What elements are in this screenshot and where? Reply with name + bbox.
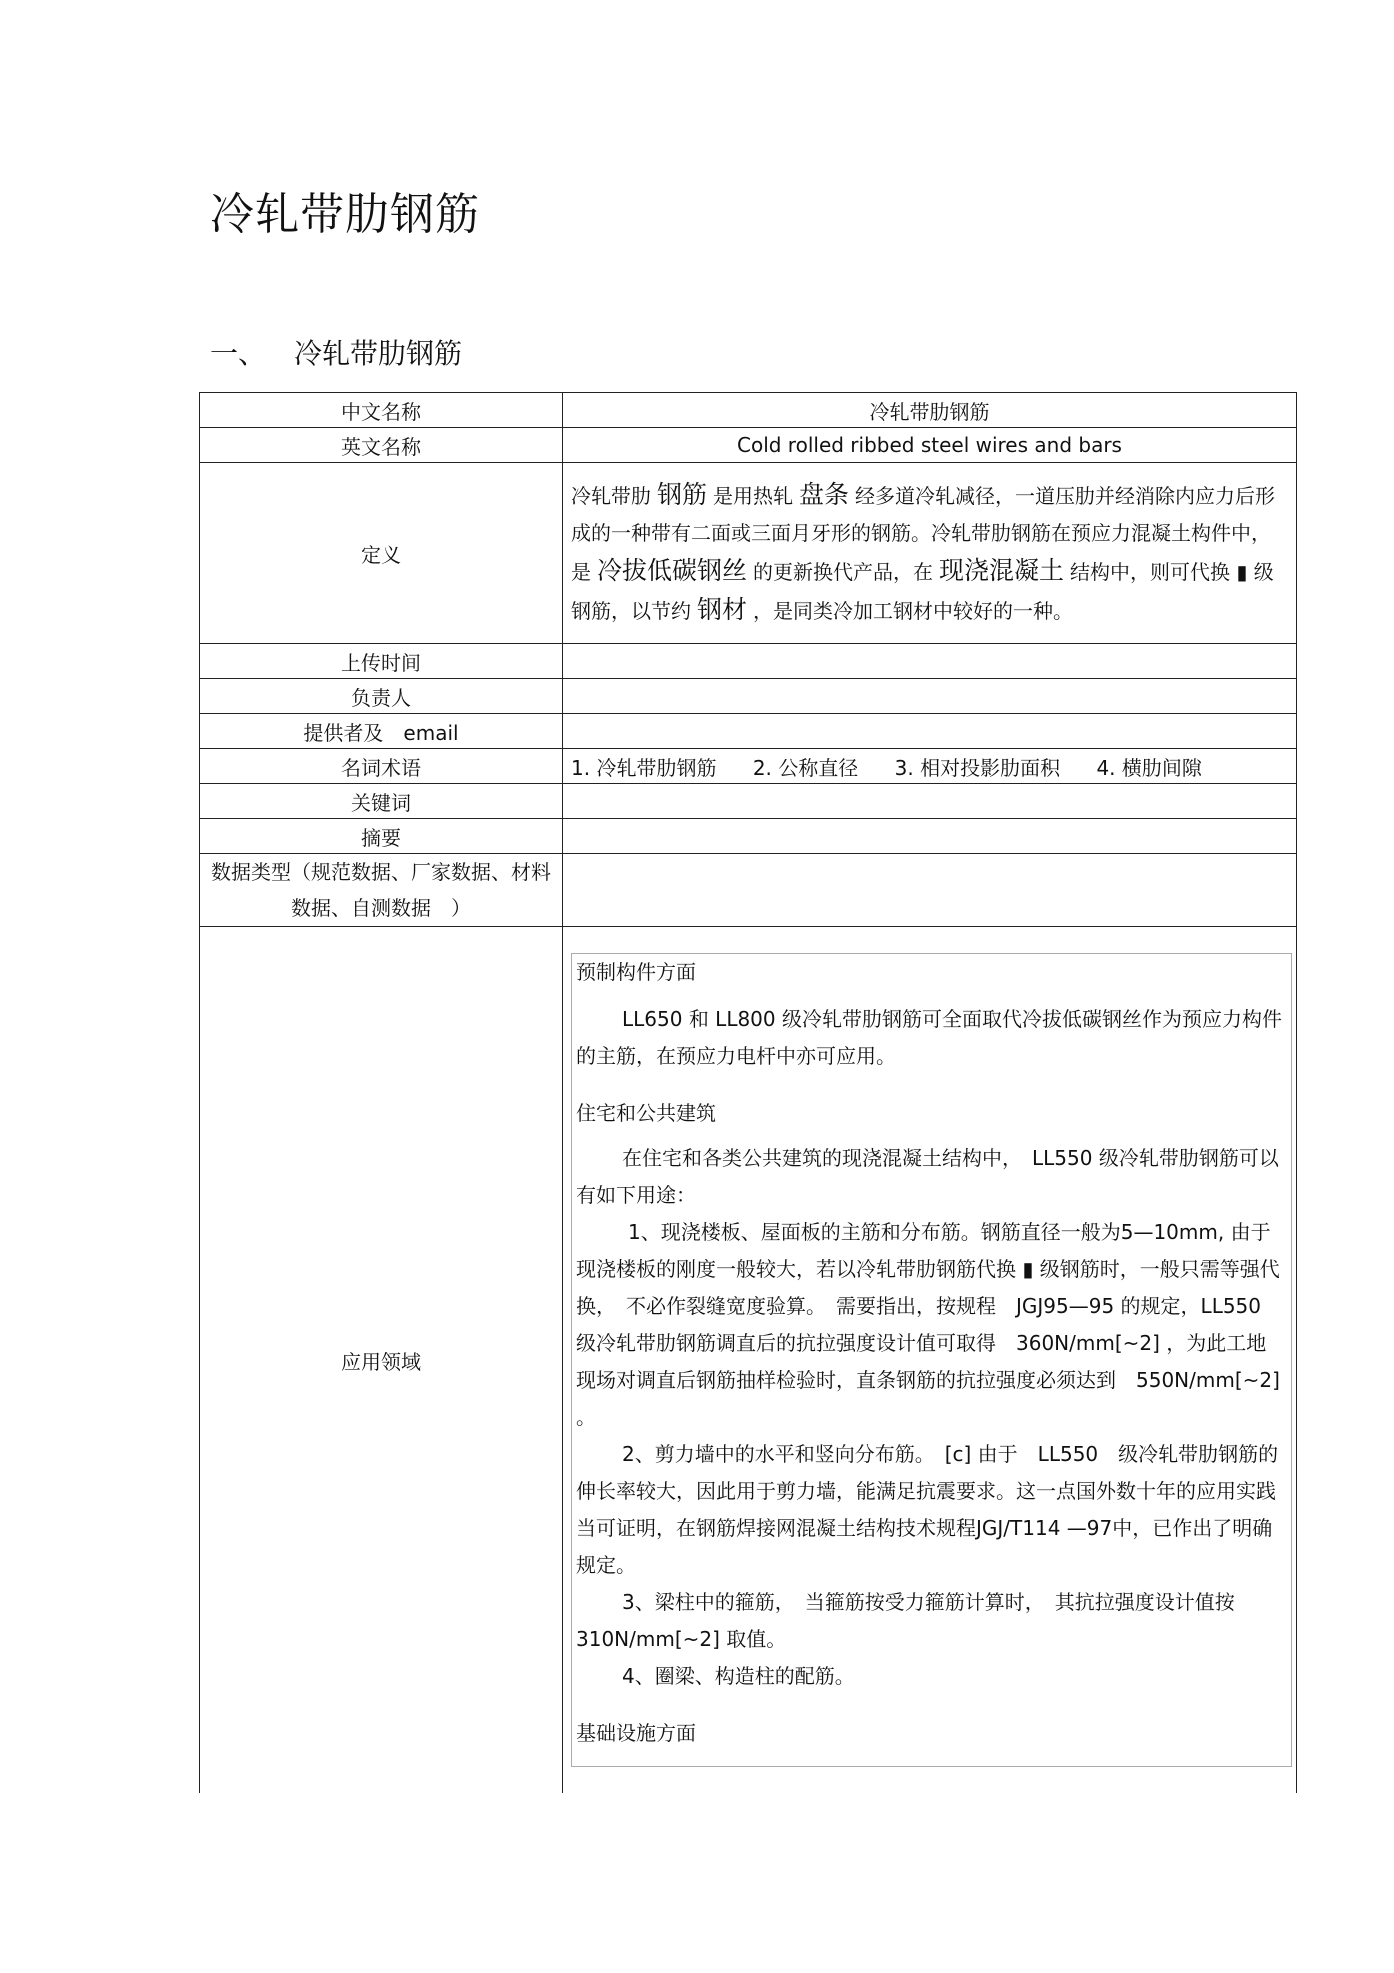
terms-cell bbox=[563, 749, 1297, 784]
section-number: 一、 bbox=[210, 337, 267, 370]
cell-value bbox=[563, 644, 1297, 679]
paragraph: LL650 和 LL800 级冷轧带肋钢筋可全面取代冷拔低碳钢丝作为预应力构件的主筋，在预应力电杆中亦可应用。 bbox=[576, 1007, 1282, 1068]
table-row-data-type bbox=[200, 854, 1297, 927]
paragraph: 1、现浇楼板、屋面板的主筋和分布筋。钢筋直径一般为5—10mm, 由于现浇楼板的刚度一般较大，若以冷轧带肋钢筋代换 ▮ 级钢筋时，一般只需等强代换， 不必作裂缝宽度验算。 需要指出，按规程 JGJ95—95 的规定，LL550 级冷轧带肋钢筋调直后的抗拉强度设计值可取得 360N/mm[~2] ，为此工地现场对调直后钢筋抽样检验时，直条钢筋的抗拉强度必须达到 550N/mm[~2] 。 bbox=[576, 1220, 1282, 1429]
paragraph: 2、剪力墙中的水平和竖向分布筋。 [c] 由于 LL550 级冷轧带肋钢筋的伸长率较大，因此用于剪力墙，能满足抗震要求。这一点国外数十年的应用实践当可证明，在钢筋焊接网混凝土结构技术规程JGJ/T114 —97中，已作出了明确规定。 bbox=[576, 1442, 1279, 1577]
term-item: 3. 相对投影肋面积 bbox=[894, 755, 1061, 780]
text-run: ，是同类冷加工钢材中较好的一种。 bbox=[753, 599, 1074, 623]
document-title: 冷轧带肋钢筋 bbox=[210, 189, 480, 240]
subheading: 预制构件方面 bbox=[576, 960, 696, 984]
term-link[interactable]: 盘条 bbox=[799, 480, 850, 509]
table-row-en-name bbox=[200, 428, 1297, 463]
cell-value bbox=[563, 854, 1297, 927]
cell-label: 中文名称 bbox=[200, 393, 563, 428]
table-row-owner bbox=[200, 679, 1297, 714]
cell-label: 提供者及 email bbox=[200, 714, 563, 749]
definition-cell bbox=[563, 463, 1297, 644]
cell-label: 应用领域 bbox=[200, 927, 563, 1794]
cell-label: 负责人 bbox=[200, 679, 563, 714]
term-item: 2. 公称直径 bbox=[752, 755, 859, 780]
table-row-terms bbox=[200, 749, 1297, 784]
term-link[interactable]: 现浇混凝土 bbox=[939, 556, 1065, 585]
text-run: 是用热轧 bbox=[713, 484, 794, 508]
table-row-definition bbox=[200, 463, 1297, 644]
cell-label: 定义 bbox=[200, 463, 563, 644]
text-run: 结构中，则可代换 ▮ 级钢筋，以节约 bbox=[571, 560, 1274, 623]
text-run: 的更新换代产品，在 bbox=[753, 560, 934, 584]
table-row-keywords bbox=[200, 784, 1297, 819]
paragraph: 在住宅和各类公共建筑的现浇混凝土结构中， LL550 级冷轧带肋钢筋可以有如下用途： bbox=[576, 1146, 1279, 1207]
definition-text bbox=[571, 476, 1288, 630]
cell-label: 数据类型（规范数据、厂家数据、材料数据、自测数据 ） bbox=[200, 854, 563, 927]
section-heading bbox=[210, 332, 462, 372]
cell-value bbox=[563, 679, 1297, 714]
term-link[interactable]: 钢筋 bbox=[657, 480, 708, 509]
table-row-cn-name bbox=[200, 393, 1297, 428]
cell-label: 上传时间 bbox=[200, 644, 563, 679]
term-link[interactable]: 钢材 bbox=[697, 595, 748, 624]
section-label: 冷轧带肋钢筋 bbox=[294, 337, 463, 370]
cell-label: 关键词 bbox=[200, 784, 563, 819]
paragraph: 3、梁柱中的箍筋， 当箍筋按受力箍筋计算时， 其抗拉强度设计值按 310N/mm[~2] 取值。 bbox=[576, 1590, 1255, 1651]
term-item: 1. 冷轧带肋钢筋 bbox=[571, 755, 717, 780]
application-cell bbox=[563, 927, 1297, 1794]
term-link[interactable]: 冷拔低碳钢丝 bbox=[597, 556, 748, 585]
table-row-abstract bbox=[200, 819, 1297, 854]
table-row-upload-time bbox=[200, 644, 1297, 679]
cell-label: 名词术语 bbox=[200, 749, 563, 784]
cell-value bbox=[563, 819, 1297, 854]
cell-value: Cold rolled ribbed steel wires and bars bbox=[563, 428, 1297, 463]
application-content bbox=[571, 953, 1292, 1767]
info-table bbox=[199, 392, 1297, 1793]
cell-label: 英文名称 bbox=[200, 428, 563, 463]
cell-value bbox=[563, 714, 1297, 749]
cell-label: 摘要 bbox=[200, 819, 563, 854]
subheading: 住宅和公共建筑 bbox=[576, 1101, 716, 1125]
paragraph: 4、圈梁、构造柱的配筋。 bbox=[622, 1664, 855, 1688]
cell-value: 冷轧带肋钢筋 bbox=[563, 393, 1297, 428]
term-item: 4. 横肋间隙 bbox=[1096, 755, 1202, 780]
cell-value bbox=[563, 784, 1297, 819]
table-row-provider bbox=[200, 714, 1297, 749]
subheading: 基础设施方面 bbox=[576, 1721, 696, 1745]
text-run: 冷轧带肋 bbox=[571, 484, 651, 508]
text-run: 经多道冷轧减径，一道压肋并经消除内应力后形成的一种带有二面或三面月牙形的钢筋。冷轧带肋钢筋在预应力混凝土构件中，是 bbox=[571, 484, 1276, 584]
table-row-application bbox=[200, 927, 1297, 1794]
